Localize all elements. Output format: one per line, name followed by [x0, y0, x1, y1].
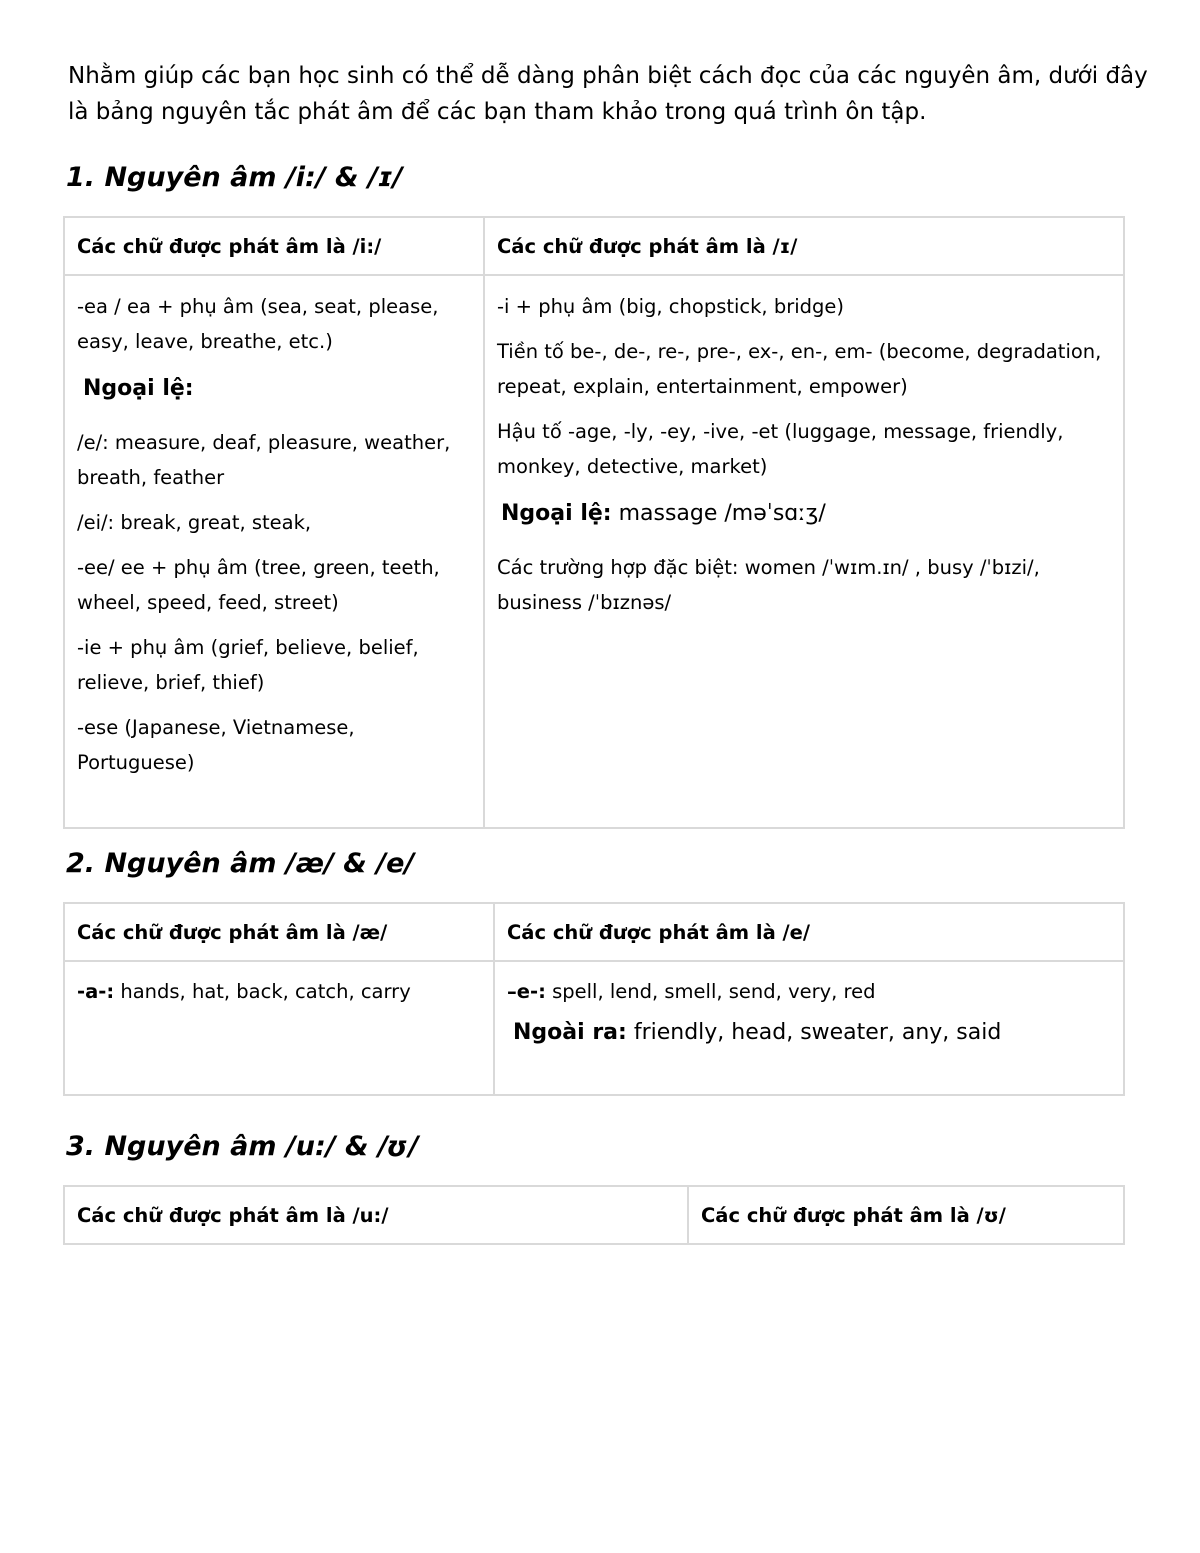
- rule-text: -ee/ ee + phụ âm (tree, green, teeth, wheel, speed, feed, street): [77, 556, 440, 614]
- table-cell: [494, 961, 1124, 1095]
- header-cell: Các chữ được phát âm là /i:/: [64, 217, 484, 275]
- exception-label: Ngoại lệ:: [83, 376, 194, 401]
- rule-text: Tiền tố be-, de-, re-, pre-, ex-, en-, em- (become, degradation, repeat, explain, entertainment, empower): [497, 340, 1102, 398]
- rule-examples: spell, lend, smell, send, very, red: [545, 980, 876, 1003]
- rule-text: Các trường hợp đặc biệt: women /ˈwɪm.ɪn/ , busy /ˈbɪzi/, business /ˈbɪznəs/: [497, 556, 1040, 614]
- section-1-title: 1. Nguyên âm /i:/ & /ɪ/: [66, 162, 403, 193]
- intro-paragraph: Nhằm giúp các bạn học sinh có thể dễ dàng phân biệt cách đọc của các nguyên âm, dưới đây là bảng nguyên tắc phát âm để các bạn tham khảo trong quá trình ôn tập.: [68, 63, 1148, 125]
- rule-label: –e-:: [507, 980, 546, 1003]
- header-cell: Các chữ được phát âm là /ʊ/: [688, 1186, 1124, 1244]
- table-header-row: [64, 1186, 1124, 1244]
- header-cell: Các chữ được phát âm là /u:/: [64, 1186, 688, 1244]
- rule-label: -a-:: [77, 980, 115, 1003]
- rule-text: [507, 974, 1111, 1009]
- rule-text: -ea / ea + phụ âm (sea, seat, please, easy, leave, breathe, etc.): [77, 295, 439, 353]
- table-cell: [64, 961, 494, 1095]
- rule-text: [77, 974, 481, 1009]
- section-2-table: [63, 902, 1125, 1096]
- header-cell: Các chữ được phát âm là /ɪ/: [484, 217, 1124, 275]
- rule-text: /e/: measure, deaf, pleasure, weather, breath, feather: [77, 431, 451, 489]
- table-row: [64, 961, 1124, 1095]
- extra-line: [513, 1013, 1111, 1053]
- rule-text: -ese (Japanese, Vietnamese, Portuguese): [77, 716, 355, 774]
- table-header-row: [64, 903, 1124, 961]
- extra-text: friendly, head, sweater, any, said: [626, 1020, 1002, 1045]
- section-1-table: [63, 216, 1125, 829]
- table-header-row: [64, 217, 1124, 275]
- rule-text: -i + phụ âm (big, chopstick, bridge): [497, 295, 845, 318]
- rule-text: Hậu tố -age, -ly, -ey, -ive, -et (luggage, message, friendly, monkey, detective, market): [497, 420, 1064, 478]
- extra-label: Ngoài ra:: [513, 1020, 627, 1045]
- rule-text: /ei/: break, great, steak,: [77, 511, 312, 534]
- header-cell: Các chữ được phát âm là /e/: [494, 903, 1124, 961]
- section-3-title: 3. Nguyên âm /u:/ & /ʊ/: [66, 1131, 419, 1162]
- table-cell: [484, 275, 1124, 828]
- exception-label: Ngoại lệ:: [501, 501, 612, 526]
- rule-examples: hands, hat, back, catch, carry: [114, 980, 411, 1003]
- exception-text: massage /məˈsɑːʒ/: [611, 501, 826, 526]
- table-cell: [64, 275, 484, 828]
- header-cell: Các chữ được phát âm là /æ/: [64, 903, 494, 961]
- exception-line: [501, 494, 1111, 534]
- rule-text: -ie + phụ âm (grief, believe, belief, relieve, brief, thief): [77, 636, 419, 694]
- table-row: [64, 275, 1124, 828]
- section-2-title: 2. Nguyên âm /æ/ & /e/: [66, 848, 415, 879]
- section-3-table: [63, 1185, 1125, 1245]
